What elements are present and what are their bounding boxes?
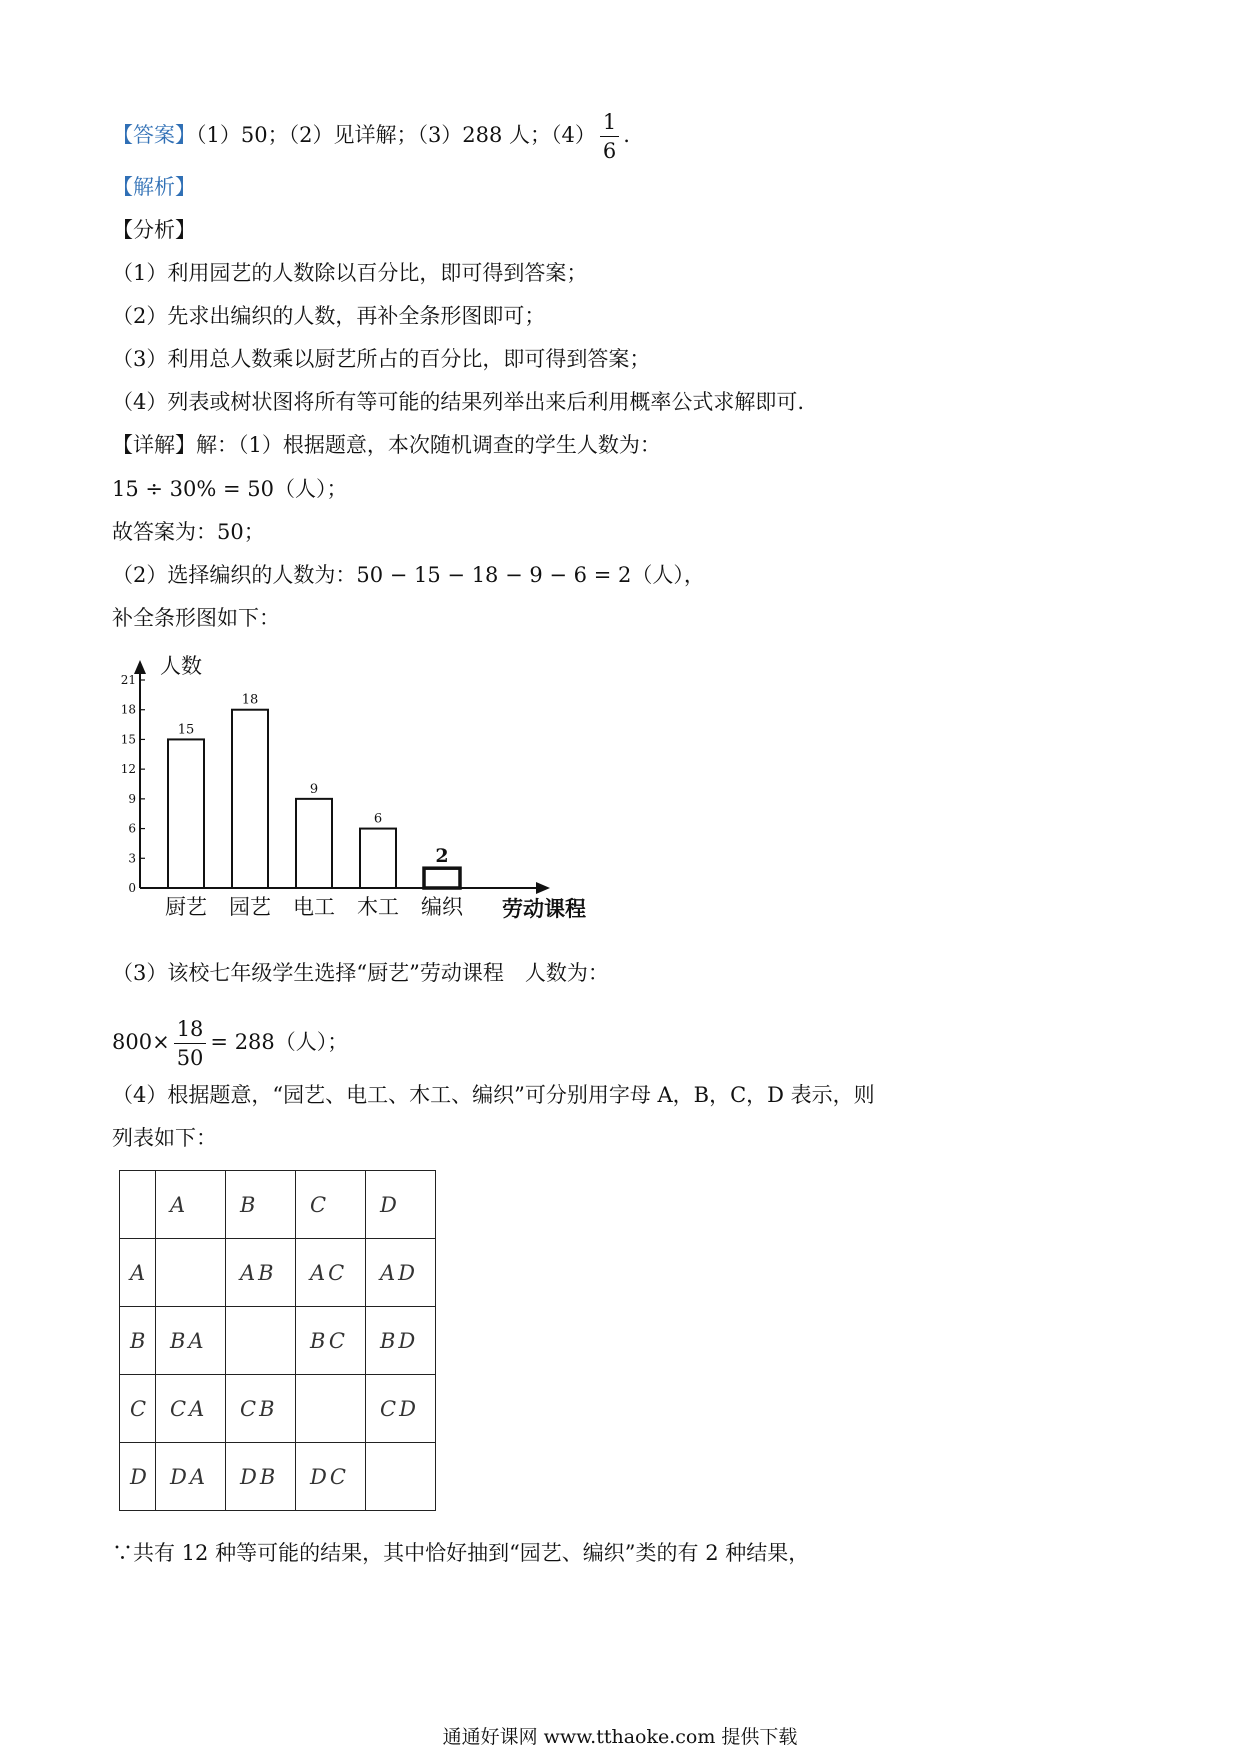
bar-value-label: 15 xyxy=(177,722,195,738)
table-row xyxy=(120,1375,436,1443)
answer-tag: 【答案】 xyxy=(112,123,196,147)
answer-frac-num: 1 xyxy=(600,108,619,137)
y-tick-label: 15 xyxy=(120,732,136,747)
detail-intro: 【详解】解：（1）根据题意，本次随机调查的学生人数为： xyxy=(112,433,661,457)
table-cell: DB xyxy=(226,1443,296,1511)
answer-frac-den: 6 xyxy=(602,139,617,163)
table-cell xyxy=(156,1239,226,1307)
table-cell: DC xyxy=(296,1443,366,1511)
fenxi-line-3: （3）利用总人数乘以厨艺所占的百分比，即可得到答案； xyxy=(112,347,651,371)
table-cell: BA xyxy=(156,1307,226,1375)
table-cell: A xyxy=(156,1171,226,1239)
chart-ticks xyxy=(121,673,145,895)
table-cell xyxy=(226,1307,296,1375)
table-cell: CA xyxy=(156,1375,226,1443)
table-cell: CB xyxy=(226,1375,296,1443)
table-cell: D xyxy=(120,1443,156,1511)
x-tick-label: 木工 xyxy=(357,895,399,919)
part-2: （2）选择编织的人数为：50 − 15 − 18 − 9 − 6 = 2（人）， xyxy=(112,563,705,587)
bar xyxy=(168,739,204,888)
table-row xyxy=(120,1307,436,1375)
table-row xyxy=(120,1171,436,1239)
x-tick-label: 电工 xyxy=(293,895,335,919)
y-tick-label: 18 xyxy=(120,702,136,717)
footer: 通通好课网 www.tthaoke.com 提供下载 xyxy=(442,1726,798,1748)
table-cell xyxy=(296,1375,366,1443)
eq3-frac-den: 50 xyxy=(176,1046,204,1070)
x-tick-label: 厨艺 xyxy=(165,895,207,919)
eq3-frac-num: 18 xyxy=(174,1015,207,1044)
table-cell: AC xyxy=(296,1239,366,1307)
answer-text: （1）50；（2）见详解；（3）288 人；（4） xyxy=(196,123,596,147)
bar xyxy=(360,829,396,888)
eq3-suffix: = 288（人）； xyxy=(210,1030,349,1054)
y-axis-arrow xyxy=(134,660,146,674)
bar xyxy=(424,868,460,888)
chart-intro: 补全条形图如下： xyxy=(112,606,280,630)
chart-category-labels xyxy=(165,895,464,919)
part-4-line-1: （4）根据题意，“园艺、电工、木工、编织”可分别用字母 A，B，C，D 表示，则 xyxy=(112,1083,875,1107)
bar-value-label: 2 xyxy=(435,845,449,868)
answer-end: . xyxy=(623,123,630,147)
table-cell: AD xyxy=(366,1239,436,1307)
x-tick-label: 园艺 xyxy=(229,895,271,919)
y-tick-label: 12 xyxy=(120,762,136,777)
x-tick-label: 编织 xyxy=(421,895,463,919)
bar xyxy=(232,710,268,888)
bar-value-label: 6 xyxy=(373,811,383,827)
bar xyxy=(296,799,332,888)
y-tick-label: 6 xyxy=(128,821,136,836)
table-row xyxy=(120,1443,436,1511)
y-tick-label: 21 xyxy=(120,673,136,687)
x-axis-arrow xyxy=(536,882,550,894)
bar-chart xyxy=(112,650,612,935)
equation-3 xyxy=(112,1012,348,1072)
outcome-table xyxy=(119,1170,436,1511)
y-tick-label: 0 xyxy=(128,881,136,895)
y-axis-label: 人数 xyxy=(160,654,202,678)
answer-line xyxy=(112,108,630,165)
table-cell: BD xyxy=(366,1307,436,1375)
table-cell xyxy=(120,1171,156,1239)
table-cell: C xyxy=(296,1171,366,1239)
x-axis-label: 劳动课程 xyxy=(502,896,586,921)
part-3: （3）该校七年级学生选择“厨艺”劳动课程 人数为： xyxy=(112,961,609,985)
chart-bars xyxy=(168,693,460,888)
analysis-tag: 【解析】 xyxy=(112,175,196,199)
table-cell: D xyxy=(366,1171,436,1239)
y-tick-label: 9 xyxy=(128,791,136,806)
equation-1: 15 ÷ 30% = 50（人）； xyxy=(112,477,348,501)
eq3-prefix: 800× xyxy=(112,1030,170,1054)
conclusion: ∵共有 12 种等可能的结果，其中恰好抽到“园艺、编织”类的有 2 种结果， xyxy=(112,1541,810,1565)
table-cell: C xyxy=(120,1375,156,1443)
fenxi-line-2: （2）先求出编织的人数，再补全条形图即可； xyxy=(112,304,546,328)
table-cell: B xyxy=(226,1171,296,1239)
fenxi-line-4: （4）列表或树状图将所有等可能的结果列举出来后利用概率公式求解即可. xyxy=(112,390,805,414)
bar-value-label: 9 xyxy=(309,781,319,797)
table-cell: CD xyxy=(366,1375,436,1443)
eq3-fraction xyxy=(174,1015,207,1072)
fenxi-tag: 【分析】 xyxy=(112,218,196,242)
fenxi-line-1: （1）利用园艺的人数除以百分比，即可得到答案； xyxy=(112,261,588,285)
part-4-line-2: 列表如下： xyxy=(112,1126,217,1150)
table-cell: DA xyxy=(156,1443,226,1511)
answer-fraction xyxy=(600,108,619,165)
table-cell xyxy=(366,1443,436,1511)
table-cell: BC xyxy=(296,1307,366,1375)
table-cell: B xyxy=(120,1307,156,1375)
table-row xyxy=(120,1239,436,1307)
table-cell: AB xyxy=(226,1239,296,1307)
chart-axes xyxy=(134,660,550,894)
table-cell: A xyxy=(120,1239,156,1307)
answer-1: 故答案为：50； xyxy=(112,520,265,544)
bar-value-label: 18 xyxy=(241,692,259,708)
y-tick-label: 3 xyxy=(128,851,136,866)
